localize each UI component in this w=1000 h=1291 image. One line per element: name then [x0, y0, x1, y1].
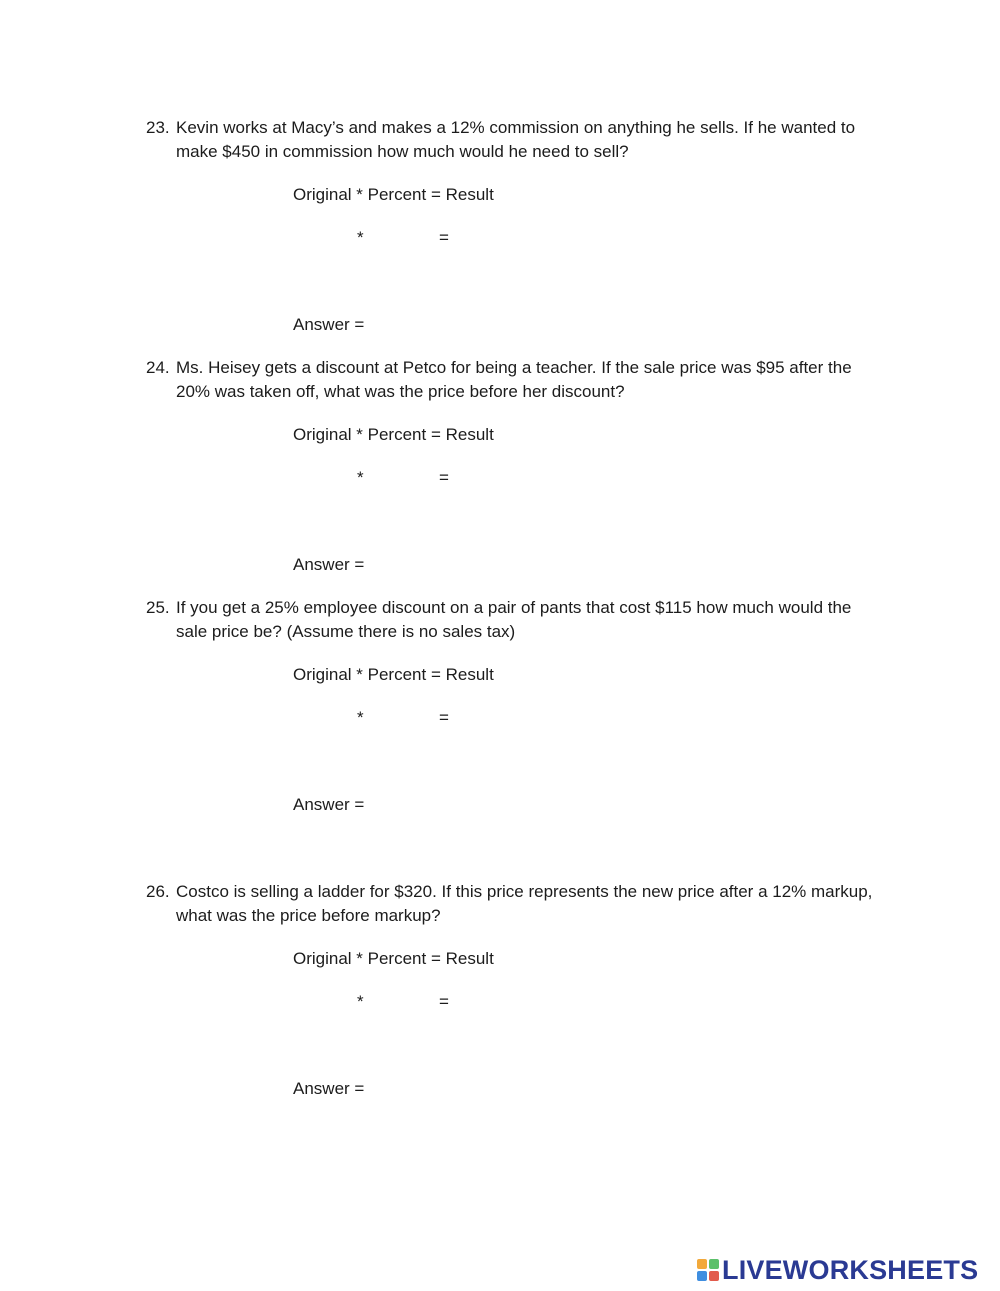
question-number: 26. — [146, 882, 170, 901]
equals-symbol: = — [439, 468, 449, 487]
question-number: 23. — [146, 118, 170, 137]
formula-label: Original * Percent = Result — [293, 185, 494, 204]
answer-label: Answer = — [293, 1079, 365, 1098]
question-text: Costco is selling a ladder for $320. If this price represents the new price after a 12% markup, what was the price before markup? — [176, 882, 873, 925]
liveworksheets-logo — [697, 1254, 978, 1286]
times-symbol: * — [357, 228, 364, 247]
equals-symbol: = — [439, 708, 449, 727]
question-number: 25. — [146, 598, 170, 617]
liveworksheets-icon — [697, 1259, 719, 1281]
question-26 — [146, 880, 886, 928]
formula-label: Original * Percent = Result — [293, 425, 494, 444]
question-text: Ms. Heisey gets a discount at Petco for being a teacher. If the sale price was $95 after the 20% was taken off, what was the price before her discount? — [176, 358, 852, 401]
times-symbol: * — [357, 708, 364, 727]
question-text: If you get a 25% employee discount on a pair of pants that cost $115 how much would the sale price be? (Assume there is no sales tax) — [176, 598, 852, 641]
logo-square — [697, 1259, 707, 1269]
logo-square — [709, 1259, 719, 1269]
formula-label: Original * Percent = Result — [293, 665, 494, 684]
answer-label: Answer = — [293, 315, 365, 334]
equals-symbol: = — [439, 992, 449, 1011]
logo-text: LIVEWORKSHEETS — [722, 1255, 979, 1285]
answer-label: Answer = — [293, 555, 365, 574]
times-symbol: * — [357, 992, 364, 1011]
question-25 — [146, 596, 886, 644]
question-24 — [146, 356, 886, 404]
question-23 — [146, 116, 886, 164]
equals-symbol: = — [439, 228, 449, 247]
question-number: 24. — [146, 358, 170, 377]
logo-square — [709, 1271, 719, 1281]
answer-label: Answer = — [293, 795, 365, 814]
logo-square — [697, 1271, 707, 1281]
question-text: Kevin works at Macy’s and makes a 12% commission on anything he sells. If he wanted to make $450 in commission how much would he need to sell? — [176, 118, 856, 161]
times-symbol: * — [357, 468, 364, 487]
formula-label: Original * Percent = Result — [293, 949, 494, 968]
